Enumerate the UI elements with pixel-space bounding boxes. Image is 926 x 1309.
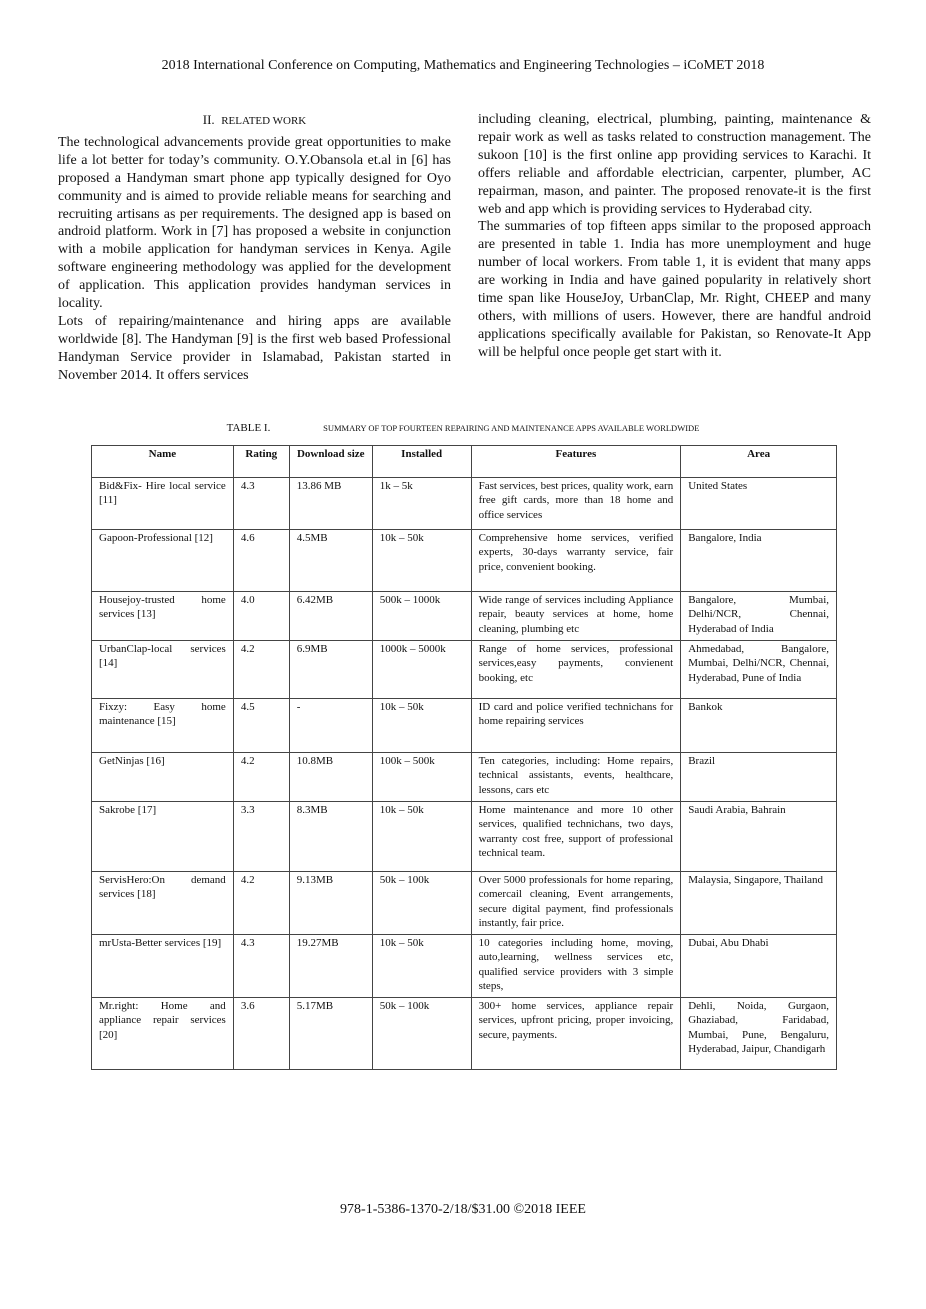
cell-download-size: 6.9MB bbox=[289, 641, 372, 699]
cell-installed: 1000k – 5000k bbox=[372, 641, 471, 699]
cell-features: Comprehensive home services, verified experts, 30-days warranty service, fair price, convenient booking. bbox=[471, 530, 681, 592]
header-installed: Installed bbox=[372, 446, 471, 478]
cell-installed: 1k – 5k bbox=[372, 478, 471, 530]
cell-download-size: 19.27MB bbox=[289, 935, 372, 998]
cell-area: United States bbox=[681, 478, 837, 530]
cell-area: Bangalore, Mumbai, Delhi/NCR, Chennai, Hyderabad of India bbox=[681, 592, 837, 641]
header-area: Area bbox=[681, 446, 837, 478]
cell-download-size: 4.5MB bbox=[289, 530, 372, 592]
cell-installed: 100k – 500k bbox=[372, 753, 471, 802]
cell-area: Bankok bbox=[681, 699, 837, 753]
cell-installed: 10k – 50k bbox=[372, 802, 471, 872]
cell-rating: 4.2 bbox=[233, 641, 289, 699]
table-row bbox=[92, 753, 837, 802]
table-caption bbox=[0, 422, 926, 434]
table-row bbox=[92, 478, 837, 530]
paragraph: The summaries of top fifteen apps similar to the proposed approach are presented in table 1. India has more unemployment and huge number of local workers. From table 1, it is evident that many apps are working in India and have gained popularity in relatively short time span like HouseJoy, UrbanClap, Mr. Right, CHEEP and many others, with millions of users. However, there are handful android applications specifically available for Pakistan, so Renovate-It App will be helpful once people get start with it. bbox=[478, 219, 871, 360]
header-download-size: Download size bbox=[289, 446, 372, 478]
cell-download-size: - bbox=[289, 699, 372, 753]
right-column bbox=[478, 111, 871, 362]
cell-name: ServisHero:On demand services [18] bbox=[92, 872, 234, 935]
cell-rating: 3.3 bbox=[233, 802, 289, 872]
cell-name: Housejoy-trusted home services [13] bbox=[92, 592, 234, 641]
cell-installed: 50k – 100k bbox=[372, 872, 471, 935]
cell-name: Sakrobe [17] bbox=[92, 802, 234, 872]
cell-features: 10 categories including home, moving, auto,learning, wellness services etc, qualified service providers with 3 simple steps, bbox=[471, 935, 681, 998]
section-title: RELATED WORK bbox=[221, 115, 307, 127]
cell-area: Brazil bbox=[681, 753, 837, 802]
cell-features: Range of home services, professional services,easy payments, convienent booking, etc bbox=[471, 641, 681, 699]
cell-name: UrbanClap-local services [14] bbox=[92, 641, 234, 699]
table-row bbox=[92, 998, 837, 1070]
table-title: SUMMARY OF TOP FOURTEEN REPAIRING AND MAINTENANCE APPS AVAILABLE WORLDWIDE bbox=[323, 423, 700, 433]
cell-area: Ahmedabad, Bangalore, Mumbai, Delhi/NCR, Chennai, Hyderabad, Pune of India bbox=[681, 641, 837, 699]
cell-rating: 4.6 bbox=[233, 530, 289, 592]
apps-summary-table bbox=[91, 445, 837, 1070]
table-label: TABLE I. bbox=[226, 422, 271, 434]
cell-download-size: 9.13MB bbox=[289, 872, 372, 935]
cell-rating: 4.2 bbox=[233, 753, 289, 802]
table-row bbox=[92, 872, 837, 935]
cell-features: Home maintenance and more 10 other services, qualified technichans, two days, warranty cost free, support of professional technical team. bbox=[471, 802, 681, 872]
cell-rating: 4.3 bbox=[233, 935, 289, 998]
cell-features: 300+ home services, appliance repair services, upfront pricing, proper invoicing, secure, payments. bbox=[471, 998, 681, 1070]
cell-name: mrUsta-Better services [19] bbox=[92, 935, 234, 998]
cell-download-size: 13.86 MB bbox=[289, 478, 372, 530]
cell-rating: 4.3 bbox=[233, 478, 289, 530]
cell-installed: 10k – 50k bbox=[372, 935, 471, 998]
cell-name: Fixzy: Easy home maintenance [15] bbox=[92, 699, 234, 753]
header-rating: Rating bbox=[233, 446, 289, 478]
cell-features: ID card and police verified technichans for home repairing services bbox=[471, 699, 681, 753]
section-heading bbox=[58, 111, 451, 131]
cell-area: Saudi Arabia, Bahrain bbox=[681, 802, 837, 872]
cell-rating: 3.6 bbox=[233, 998, 289, 1070]
cell-installed: 10k – 50k bbox=[372, 530, 471, 592]
cell-rating: 4.2 bbox=[233, 872, 289, 935]
table-row bbox=[92, 641, 837, 699]
paragraph: Lots of repairing/maintenance and hiring apps are available worldwide [8]. The Handyman [9] is the first web based Professional Handyman Service provider in Islamabad, Pakistan started in November 2014. It offers services bbox=[58, 313, 451, 383]
cell-installed: 10k – 50k bbox=[372, 699, 471, 753]
cell-rating: 4.5 bbox=[233, 699, 289, 753]
cell-name: Bid&Fix- Hire local service [11] bbox=[92, 478, 234, 530]
paragraph: including cleaning, electrical, plumbing, painting, maintenance & repair work as well as tasks related to construction management. The sukoon [10] is the first online app providing services to Karachi. It offers reliable and affordable electrician, carpenter, plumber, AC repairman, mason, and painter. The proposed renovate-it is the first web and app which is providing services to Hyderabad city. bbox=[478, 112, 871, 217]
cell-features: Over 5000 professionals for home reparing, comercail cleaning, Event arrangements, secure digital payment, find professionals instantly, fair price. bbox=[471, 872, 681, 935]
cell-features: Wide range of services including Appliance repair, beauty services at home, home cleaning, plumbing etc bbox=[471, 592, 681, 641]
left-column bbox=[58, 111, 451, 385]
header-features: Features bbox=[471, 446, 681, 478]
cell-name: Gapoon-Professional [12] bbox=[92, 530, 234, 592]
table-row bbox=[92, 530, 837, 592]
cell-area: Dehli, Noida, Gurgaon, Ghaziabad, Faridabad, Mumbai, Pune, Bengaluru, Hyderabad, Jaipur, Chandigarh bbox=[681, 998, 837, 1070]
cell-area: Bangalore, India bbox=[681, 530, 837, 592]
table-header-row bbox=[92, 446, 837, 478]
cell-rating: 4.0 bbox=[233, 592, 289, 641]
cell-download-size: 8.3MB bbox=[289, 802, 372, 872]
header-name: Name bbox=[92, 446, 234, 478]
cell-installed: 50k – 100k bbox=[372, 998, 471, 1070]
cell-features: Fast services, best prices, quality work, earn free gift cards, more than 18 home and office services bbox=[471, 478, 681, 530]
table-row bbox=[92, 935, 837, 998]
paragraph: The technological advancements provide great opportunities to make life a lot better for today’s community. O.Y.Obansola et.al in [6] has proposed a Handyman smart phone app typically designed for Oyo community and is aimed to provide reliable means for searching and recruiting artisans as per requirements. The designed app is based on android platform. Work in [7] has proposed a website in conjunction with a mobile application for handyman services in Kenya. Agile software engineering methodology was applied for the development of application. This application provides handyman services in locality. bbox=[58, 134, 451, 312]
cell-installed: 500k – 1000k bbox=[372, 592, 471, 641]
running-header: 2018 International Conference on Computing, Mathematics and Engineering Technologies – iCoMET 2018 bbox=[161, 58, 765, 73]
cell-download-size: 5.17MB bbox=[289, 998, 372, 1070]
cell-area: Malaysia, Singapore, Thailand bbox=[681, 872, 837, 935]
table-row bbox=[92, 699, 837, 753]
copyright-footer: 978-1-5386-1370-2/18/$31.00 ©2018 IEEE bbox=[340, 1202, 586, 1217]
cell-features: Ten categories, including: Home repairs, technical assistants, events, healthcare, lessons, cars etc bbox=[471, 753, 681, 802]
cell-name: GetNinjas [16] bbox=[92, 753, 234, 802]
cell-download-size: 6.42MB bbox=[289, 592, 372, 641]
section-number: II. bbox=[202, 112, 215, 127]
cell-name: Mr.right: Home and appliance repair services [20] bbox=[92, 998, 234, 1070]
cell-download-size: 10.8MB bbox=[289, 753, 372, 802]
table-row bbox=[92, 802, 837, 872]
table-row bbox=[92, 592, 837, 641]
cell-area: Dubai, Abu Dhabi bbox=[681, 935, 837, 998]
